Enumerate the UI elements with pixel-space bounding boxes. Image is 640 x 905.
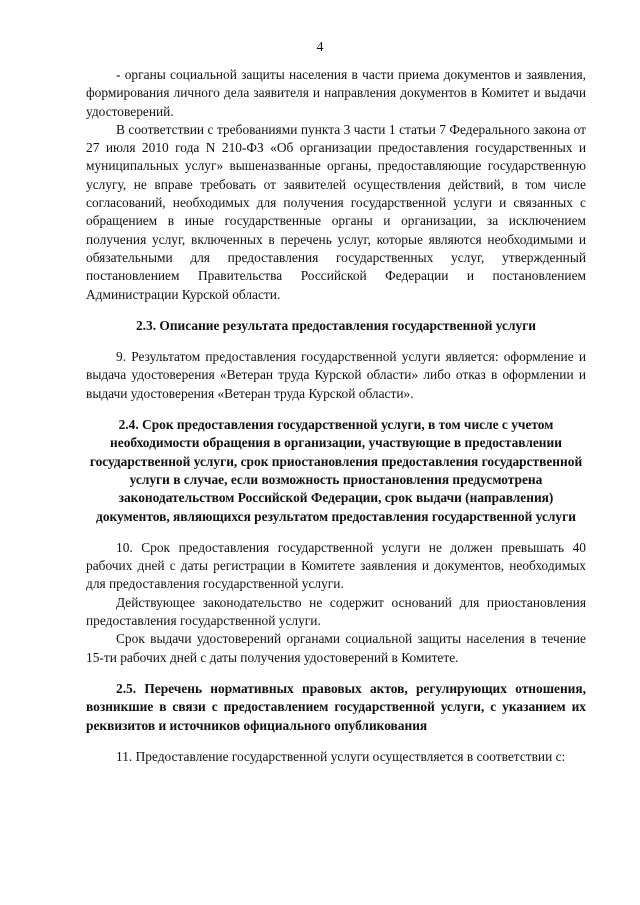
paragraph-social-protection: - органы социальной защиты населения в части приема документов и заявления, формирования личного дела заявителя и направления документов в Комитет и выдачи удостоверений.	[86, 67, 586, 119]
heading-2-5: 2.5. Перечень нормативных правовых актов, регулирующих отношения, возникшие в связи с предоставлением государственной услуги, с указанием их реквизитов и источников официального опубликования	[86, 680, 586, 733]
paragraph-11: 11. Предоставление государственной услуги осуществляется в соответствии с:	[116, 748, 566, 764]
paragraph-10-suspension: Действующее законодательство не содержит оснований для приостановления предоставления государственной услуги.	[86, 594, 586, 629]
paragraph-10: 10. Срок предоставления государственной услуги не должен превышать 40 рабочих дней с даты регистрации в Комитете заявления и документов, необходимых для предоставления государственной услуги.	[86, 539, 586, 592]
paragraph-10-issuance: Срок выдачи удостоверений органами социальной защиты населения в течение 15-ти рабочих дней с даты получения удостоверений в Комитете.	[86, 631, 586, 665]
paragraph-9: 9. Результатом предоставления государственной услуги является: оформление и выдача удостоверения «Ветеран труда Курской области» либо отказ в оформлении и выдачи удостоверения «Ветеран труда Курской области».	[86, 349, 586, 401]
paragraph-federal-law: В соответствии с требованиями пункта 3 части 1 статьи 7 Федерального закона от 27 июля 2010 года N 210-ФЗ «Об организации предоставления государственных и муниципальных услуг» вышеназванные органы, предоставляющие государственную услугу, не вправе требовать от заявителей осуществления действий, в том числе согласований, необходимых для получения государственной услуги и связанных с обращением в иные государственные органы и организации, за исключением получения услуг, включенных в перечень услуг, которые являются необходимыми и обязательными для предоставления государственных услуг, утвержденный постановлением Правительства Российской Федерации и постановлением Администрации Курской области.	[86, 121, 586, 302]
page-number: 4	[316, 40, 324, 55]
heading-2-4: 2.4. Срок предоставления государственной услуги, в том числе с учетом необходимости обращения в организации, участвующие в предоставлении государственной услуги, срок приостановления предоставления государственной услуги в случае, если возможность приостановления предусмотрена законодательством Российской Федерации, срок выдачи (направления) документов, являющихся результатом предоставления государственной услуги	[89, 417, 583, 524]
document-body	[86, 66, 586, 766]
heading-2-3: 2.3. Описание результата предоставления государственной услуги	[135, 317, 537, 333]
